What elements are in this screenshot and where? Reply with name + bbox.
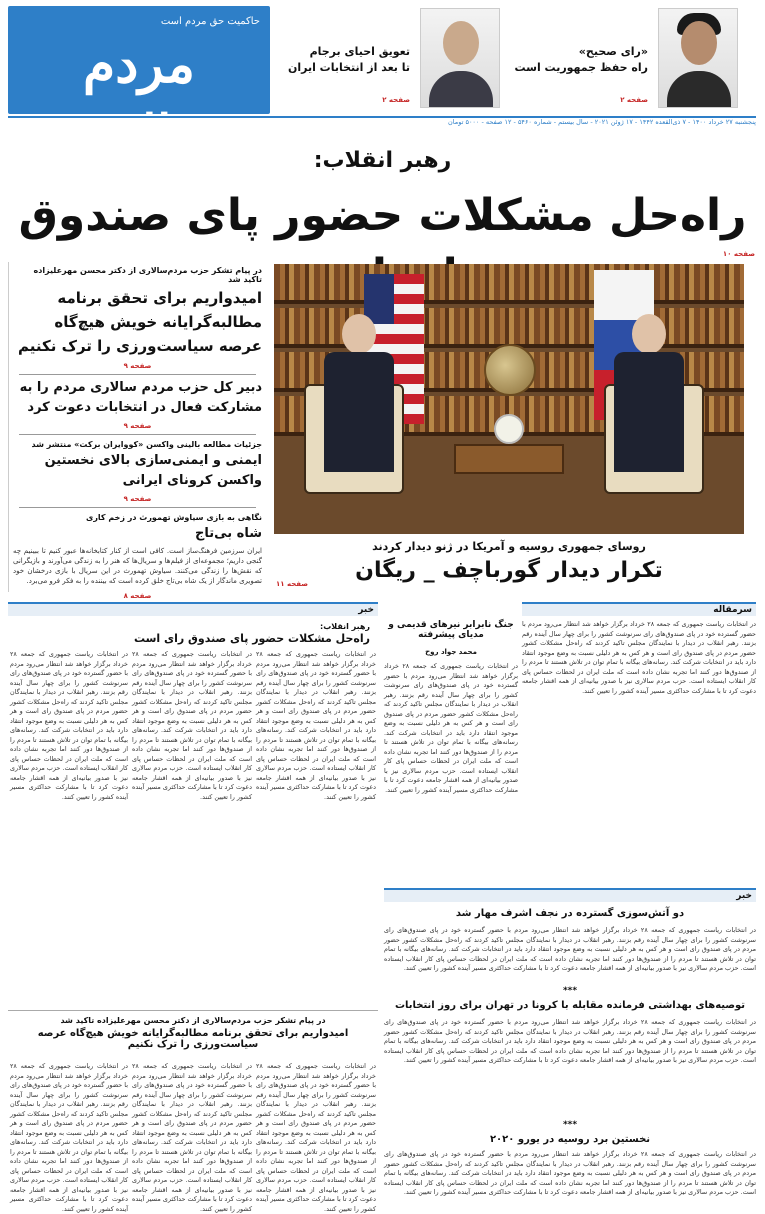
separator-stars: *** <box>562 986 578 996</box>
logo-tagline: حاکمیت حق مردم است <box>160 16 260 27</box>
side-subhead: در پیام تشکر حزب مردم‌سالاری از دکتر محسن مهرعلیزاده تاکید شد <box>33 266 262 284</box>
logo <box>8 6 270 165</box>
article4-body-col3: در انتخابات ریاست جمهوری که جمعه ۲۸ خرداد برگزار خواهد شد انتظار می‌رود مردم با حضور گسترده خود در پای صندوق‌های رای سرنوشت کشور را برای چهار سال آینده رقم بزنند. رهبر انقلاب در دیدار با نمایندگان مجلس تاکید کردند که راه‌حل مشکلات کشور حضور مردم در پای صندوق رای است و هر کس به هر دلیلی نسبت به وضع موجود انتقاد دارد باید در انتخابات شرکت کند. رسانه‌های بیگانه با تمام توان در تلاش هستند تا مردم را از صندوق‌ها دور کنند اما تجربه نشان داده است که ملت ایران در لحظات حساس پای کار انقلاب ایستاده است. حزب مردم سالاری نیز با صدور بیانیه‌ای از همه اقشار جامعه دعوت کرد تا با مشارکت حداکثری مسیر آینده کشور را تعیین کنند. <box>10 1062 128 1213</box>
teaser-page: صفحه ۲ <box>382 96 410 104</box>
article4-body-col1: در انتخابات ریاست جمهوری که جمعه ۲۸ خرداد برگزار خواهد شد انتظار می‌رود مردم با حضور گسترده خود در پای صندوق‌های رای سرنوشت کشور را برای چهار سال آینده رقم بزنند. رهبر انقلاب در دیدار با نمایندگان مجلس تاکید کردند که راه‌حل مشکلات کشور حضور مردم در پای صندوق رای است و هر کس به هر دلیلی نسبت به وضع موجود انتقاد دارد باید در انتخابات شرکت کند. رسانه‌های بیگانه با تمام توان در تلاش هستند تا مردم را از صندوق‌ها دور کنند اما تجربه نشان داده است که ملت ایران در لحظات حساس پای کار انقلاب ایستاده است. حزب مردم سالاری نیز با صدور بیانیه‌ای از همه اقشار جامعه دعوت کرد تا با مشارکت حداکثری مسیر آینده کشور را تعیین کنند. <box>256 1062 376 1213</box>
logo-name: مردم سالاری <box>61 34 217 165</box>
article2-title[interactable]: توصیه‌های بهداشتی فرمانده مقابله با کرونا در تهران برای روز انتخابات <box>394 1000 746 1011</box>
news2-label: خبر <box>384 888 756 902</box>
side-page: صفحه ۸ <box>123 592 152 600</box>
side-column <box>8 262 266 600</box>
side-subhead: جزئیات مطالعه بالینی واکسن «کووایران برکت» منتشر شد <box>31 440 262 449</box>
article4-title[interactable]: امیدواریم برای تحقق برنامه مطالبه‌گرایانه خویش هیچ‌گاه عرصه سیاست‌ورزی را ترک نکنیم <box>37 1028 349 1050</box>
person-right <box>604 314 694 514</box>
main-photo[interactable] <box>274 264 744 534</box>
news-title[interactable]: راه‌حل مشکلات حضور پای صندوق رای است <box>133 632 370 645</box>
side-page: صفحه ۹ <box>123 362 152 370</box>
article2-body: در انتخابات ریاست جمهوری که جمعه ۲۸ خرداد برگزار خواهد شد انتظار می‌رود مردم با حضور گسترده خود در پای صندوق‌های رای سرنوشت کشور را برای چهار سال آینده رقم بزنند. رهبر انقلاب در دیدار با نمایندگان مجلس تاکید کردند که راه‌حل مشکلات کشور حضور مردم در پای صندوق رای است و هر کس به هر دلیلی نسبت به وضع موجود انتقاد دارد باید در انتخابات شرکت کند. رسانه‌های بیگانه با تمام توان در تلاش هستند تا مردم را از صندوق‌ها دور کنند اما تجربه نشان داده است که ملت ایران در لحظات حساس پای کار انقلاب ایستاده است. حزب مردم سالاری نیز با صدور بیانیه‌ای از همه اقشار جامعه دعوت کرد تا با مشارکت حداکثری مسیر آینده کشور را تعیین کنند. <box>384 1018 756 1064</box>
editorial-body: در انتخابات ریاست جمهوری که جمعه ۲۸ خرداد برگزار خواهد شد انتظار می‌رود مردم با حضور گسترده خود در پای صندوق‌های رای سرنوشت کشور را برای چهار سال آینده رقم بزنند. رهبر انقلاب در دیدار با نمایندگان مجلس تاکید کردند که راه‌حل مشکلات کشور حضور مردم در پای صندوق رای است و هر کس به هر دلیلی نسبت به وضع موجود انتقاد دارد باید در انتخابات شرکت کند. رسانه‌های بیگانه با تمام توان در تلاش هستند تا مردم را از صندوق‌ها دور کنند اما تجربه نشان داده است که ملت ایران در لحظات حساس پای کار انقلاب ایستاده است. حزب مردم سالاری نیز با صدور بیانیه‌ای از همه اقشار جامعه دعوت کرد تا با مشارکت حداکثری مسیر آینده کشور را تعیین کنند. <box>522 620 756 695</box>
teaser-photo <box>658 8 738 108</box>
article3-title[interactable]: نخستین برد روسیه در یورو ۲۰۲۰ <box>489 1134 651 1145</box>
news-label: خبر <box>8 602 378 616</box>
article1-body: در انتخابات ریاست جمهوری که جمعه ۲۸ خرداد برگزار خواهد شد انتظار می‌رود مردم با حضور گسترده خود در پای صندوق‌های رای سرنوشت کشور را برای چهار سال آینده رقم بزنند. رهبر انقلاب در دیدار با نمایندگان مجلس تاکید کردند که راه‌حل مشکلات کشور حضور مردم در پای صندوق رای است و هر کس به هر دلیلی نسبت به وضع موجود انتقاد دارد باید در انتخابات شرکت کند. رسانه‌های بیگانه با تمام توان در تلاش هستند تا مردم را از صندوق‌ها دور کنند اما تجربه نشان داده است که ملت ایران در لحظات حساس پای کار انقلاب ایستاده است. حزب مردم سالاری نیز با صدور بیانیه‌ای از همه اقشار جامعه دعوت کرد تا با مشارکت حداکثری مسیر آینده کشور را تعیین کنند. <box>384 926 756 972</box>
news-body-col2: در انتخابات ریاست جمهوری که جمعه ۲۸ خرداد برگزار خواهد شد انتظار می‌رود مردم با حضور گسترده خود در پای صندوق‌های رای سرنوشت کشور را برای چهار سال آینده رقم بزنند. رهبر انقلاب در دیدار با نمایندگان مجلس تاکید کردند که راه‌حل مشکلات کشور حضور مردم در پای صندوق رای است و هر کس به هر دلیلی نسبت به وضع موجود انتقاد دارد باید در انتخابات شرکت کند. رسانه‌های بیگانه با تمام توان در تلاش هستند تا مردم را از صندوق‌ها دور کنند اما تجربه نشان داده است که ملت ایران در لحظات حساس پای کار انقلاب ایستاده است. حزب مردم سالاری نیز با صدور بیانیه‌ای از همه اقشار جامعه دعوت کرد تا با مشارکت حداکثری مسیر آینده کشور را تعیین کنند. <box>132 650 252 801</box>
side-headline[interactable]: امیدواریم برای تحقق برنامه مطالبه‌گرایانه خویش هیچ‌گاه عرصه سیاست‌ورزی را ترک نکنیم <box>18 289 262 355</box>
divider <box>8 1010 378 1011</box>
teaser-rai-sahih[interactable] <box>514 8 738 113</box>
main-headline[interactable]: راه‌حل مشکلات حضور پای صندوق <box>18 190 747 241</box>
headline-kicker: رهبر انقلاب: <box>313 148 452 173</box>
separator-stars: *** <box>562 1120 578 1130</box>
editorial-author: محمد جواد روح <box>425 648 477 656</box>
photo-caption-sub: روسای جمهوری روسیه و آمریکا در ژنو دیدار کردند <box>372 540 646 553</box>
side-headline[interactable]: دبیر کل حزب مردم سالاری مردم را به مشارکت فعال در انتخابات دعوت کرد <box>19 380 262 415</box>
side-headline[interactable]: شاه بی‌تاج <box>194 526 262 541</box>
teaser-text: تعویق احیای برجام تا بعد از انتخابات ایران <box>287 45 410 74</box>
dateline: پنجشنبه ۲۷ خرداد ۱۴۰۰ - ۷ ذی‌القعده ۱۴۴۲ - ۱۷ ژوئن ۲۰۲۱ - سال بیستم - شماره ۵۴۶۰ - ۱۲ صفحه - ۵۰۰۰ تومان <box>8 116 756 126</box>
teaser-barjam[interactable] <box>288 8 500 113</box>
person-left <box>314 314 404 514</box>
side-body-text: ایران سرزمین فرهنگ‌ساز است. کافی است از کنار کتابخانه‌ها عبور کنیم تا ببینیم چه گنجی داریم؛ مجموعه‌ای از فیلم‌ها و سریال‌ها که هنر را به زندگی می‌آورند و بازیگرانی که نقش‌ها را زندگی می‌کنند. سیاوش تهمورث در این سریال با بازی درخشان خود تصویری ماندگار از یک شاه بی‌تاج خلق کرده است که بیننده را به فکر فرو می‌برد. <box>13 547 262 585</box>
table <box>454 444 564 474</box>
teaser-photo <box>420 8 500 108</box>
side-page: صفحه ۹ <box>123 495 152 503</box>
photo-page: صفحه ۱۱ <box>276 580 309 588</box>
news-body-col3: در انتخابات ریاست جمهوری که جمعه ۲۸ خرداد برگزار خواهد شد انتظار می‌رود مردم با حضور گسترده خود در پای صندوق‌های رای سرنوشت کشور را برای چهار سال آینده رقم بزنند. رهبر انقلاب در دیدار با نمایندگان مجلس تاکید کردند که راه‌حل مشکلات کشور حضور مردم در پای صندوق رای است و هر کس به هر دلیلی نسبت به وضع موجود انتقاد دارد باید در انتخابات شرکت کند. رسانه‌های بیگانه با تمام توان در تلاش هستند تا مردم را از صندوق‌ها دور کنند اما تجربه نشان داده است که ملت ایران در لحظات حساس پای کار انقلاب ایستاده است. حزب مردم سالاری نیز با صدور بیانیه‌ای از همه اقشار جامعه دعوت کرد تا با مشارکت حداکثری مسیر آینده کشور را تعیین کنند. <box>10 650 128 801</box>
headline-page: صفحه ۱۰ <box>722 250 755 258</box>
teaser-page: صفحه ۲ <box>620 96 648 104</box>
article1-title[interactable]: دو آتش‌سوزی گسترده در نجف اشرف مهار شد <box>455 908 685 919</box>
teaser-text: «رای صحیح» راه حفظ جمهوریت است <box>514 45 648 74</box>
globe-icon <box>484 344 536 396</box>
news-kicker: رهبر انقلاب: <box>320 622 370 631</box>
side-subhead: نگاهی به بازی سیاوش تهمورث در زخم کاری <box>85 513 262 522</box>
editorial-title[interactable]: جنگ نابرابر نیرهای قدیمی و مدیای پیشرفته <box>388 620 514 640</box>
flower-vase-icon <box>494 414 524 444</box>
news-body-col1: در انتخابات ریاست جمهوری که جمعه ۲۸ خرداد برگزار خواهد شد انتظار می‌رود مردم با حضور گسترده خود در پای صندوق‌های رای سرنوشت کشور را برای چهار سال آینده رقم بزنند. رهبر انقلاب در دیدار با نمایندگان مجلس تاکید کردند که راه‌حل مشکلات کشور حضور مردم در پای صندوق رای است و هر کس به هر دلیلی نسبت به وضع موجود انتقاد دارد باید در انتخابات شرکت کند. رسانه‌های بیگانه با تمام توان در تلاش هستند تا مردم را از صندوق‌ها دور کنند اما تجربه نشان داده است که ملت ایران در لحظات حساس پای کار انقلاب ایستاده است. حزب مردم سالاری نیز با صدور بیانیه‌ای از همه اقشار جامعه دعوت کرد تا با مشارکت حداکثری مسیر آینده کشور را تعیین کنند. <box>256 650 376 801</box>
article3-body: در انتخابات ریاست جمهوری که جمعه ۲۸ خرداد برگزار خواهد شد انتظار می‌رود مردم با حضور گسترده خود در پای صندوق‌های رای سرنوشت کشور را برای چهار سال آینده رقم بزنند. رهبر انقلاب در دیدار با نمایندگان مجلس تاکید کردند که راه‌حل مشکلات کشور حضور مردم در پای صندوق رای است و هر کس به هر دلیلی نسبت به وضع موجود انتقاد دارد باید در انتخابات شرکت کند. رسانه‌های بیگانه با تمام توان در تلاش هستند تا مردم را از صندوق‌ها دور کنند اما تجربه نشان داده است که ملت ایران در لحظات حساس پای کار انقلاب ایستاده است. حزب مردم سالاری نیز با صدور بیانیه‌ای از همه اقشار جامعه دعوت کرد تا با مشارکت حداکثری مسیر آینده کشور را تعیین کنند. <box>384 1150 756 1196</box>
article4-body-col2: در انتخابات ریاست جمهوری که جمعه ۲۸ خرداد برگزار خواهد شد انتظار می‌رود مردم با حضور گسترده خود در پای صندوق‌های رای سرنوشت کشور را برای چهار سال آینده رقم بزنند. رهبر انقلاب در دیدار با نمایندگان مجلس تاکید کردند که راه‌حل مشکلات کشور حضور مردم در پای صندوق رای است و هر کس به هر دلیلی نسبت به وضع موجود انتقاد دارد باید در انتخابات شرکت کند. رسانه‌های بیگانه با تمام توان در تلاش هستند تا مردم را از صندوق‌ها دور کنند اما تجربه نشان داده است که ملت ایران در لحظات حساس پای کار انقلاب ایستاده است. حزب مردم سالاری نیز با صدور بیانیه‌ای از همه اقشار جامعه دعوت کرد تا با مشارکت حداکثری مسیر آینده کشور را تعیین کنند. <box>132 1062 252 1213</box>
side-page: صفحه ۹ <box>123 422 152 430</box>
editorial-label: سرمقاله <box>522 602 756 616</box>
side-headline[interactable]: ایمنی و ایمنی‌سازی بالای نخستین واکسن کرونای ایرانی <box>44 453 262 488</box>
photo-caption-main[interactable]: تکرار دیدار گورباچف _ ریگان <box>355 558 663 583</box>
editorial-body-2: در انتخابات ریاست جمهوری که جمعه ۲۸ خرداد برگزار خواهد شد انتظار می‌رود مردم با حضور گسترده خود در پای صندوق‌های رای سرنوشت کشور را برای چهار سال آینده رقم بزنند. رهبر انقلاب در دیدار با نمایندگان مجلس تاکید کردند که راه‌حل مشکلات کشور حضور مردم در پای صندوق رای است و هر کس به هر دلیلی نسبت به وضع موجود انتقاد دارد باید در انتخابات شرکت کند. رسانه‌های بیگانه با تمام توان در تلاش هستند تا مردم را از صندوق‌ها دور کنند اما تجربه نشان داده است که ملت ایران در لحظات حساس پای کار انقلاب ایستاده است. حزب مردم سالاری نیز با صدور بیانیه‌ای از همه اقشار جامعه دعوت کرد تا با مشارکت حداکثری مسیر آینده کشور را تعیین کنند. <box>384 662 518 794</box>
article4-kicker: در پیام تشکر حزب مردم‌سالاری از دکتر محسن مهرعلیزاده تاکید شد <box>60 1016 326 1025</box>
